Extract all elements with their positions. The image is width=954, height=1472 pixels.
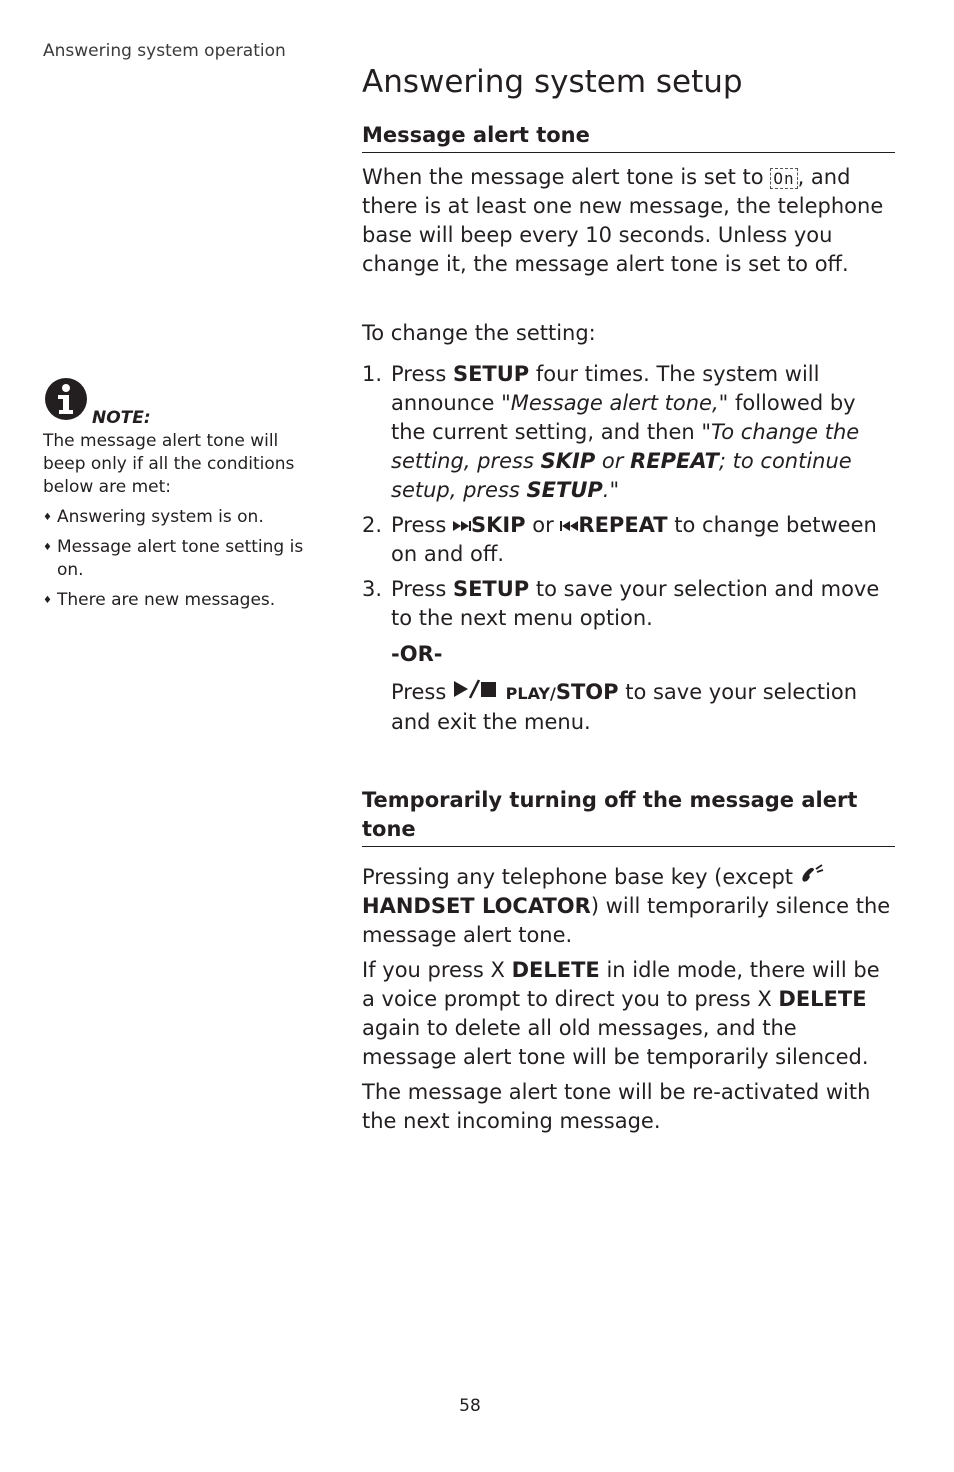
to-change-setting-text: To change the setting: [362,321,596,345]
section-heading-message-alert-tone: Message alert tone [362,121,895,153]
intro-paragraph: When the message alert tone is set to On , and there is at least one new message, the telephone base will beep every 10 seconds. Unless you change it, the message alert tone is set to off. [362,165,884,276]
info-icon [44,377,88,421]
skip-icon [453,520,471,532]
x-delete-icon: X [490,958,505,982]
list-item: ♦ Answering system is on. [43,506,308,529]
lcd-on-display-icon: On [770,168,797,189]
page-title: Answering system setup [362,64,743,100]
running-header: Answering system operation [43,41,286,61]
note-conditions-list [43,506,308,619]
step-1: 1. Press SETUP four times. The system will announce "Message alert tone," followed by the current setting, and then "To change the setting, press SKIP or REPEAT; to continue setup, press SETUP." [362,362,860,502]
list-item: ♦ There are new messages. [43,589,308,612]
x-delete-icon: X [757,987,772,1011]
list-item: ♦ Message alert tone setting is on. [43,536,308,582]
step-2: 2. Press SKIP or REPEAT to change between on and off. [362,513,877,566]
or-separator: -OR- [391,642,443,666]
alternate-step: Press PLAY/STOP to save your selection and exit the menu. [391,680,858,734]
reactivated-paragraph: The message alert tone will be re-activated with the next incoming message. [362,1080,871,1133]
setup-key-label: SETUP [452,362,530,386]
delete-paragraph: If you press X DELETE in idle mode, there will be a voice prompt to direct you to press X DELETE again to delete all old messages, and the message alert tone will be temporarily silenced. [362,958,880,1069]
step-3: 3. Press SETUP to save your selection and move to the next menu option. [362,577,880,630]
note-text: The message alert tone will beep only if all the conditions below are met: [43,431,295,497]
repeat-icon [560,520,578,532]
note-label: NOTE: [92,408,151,428]
locator-paragraph: Pressing any telephone base key (except HANDSET LOCATOR) will temporarily silence the message alert tone. [362,865,891,947]
section-heading-temporarily-off: Temporarily turning off the message alert tone [362,786,895,847]
handset-locator-icon [800,864,824,884]
play-stop-icon [453,679,499,699]
page-number: 58 [459,1396,481,1416]
